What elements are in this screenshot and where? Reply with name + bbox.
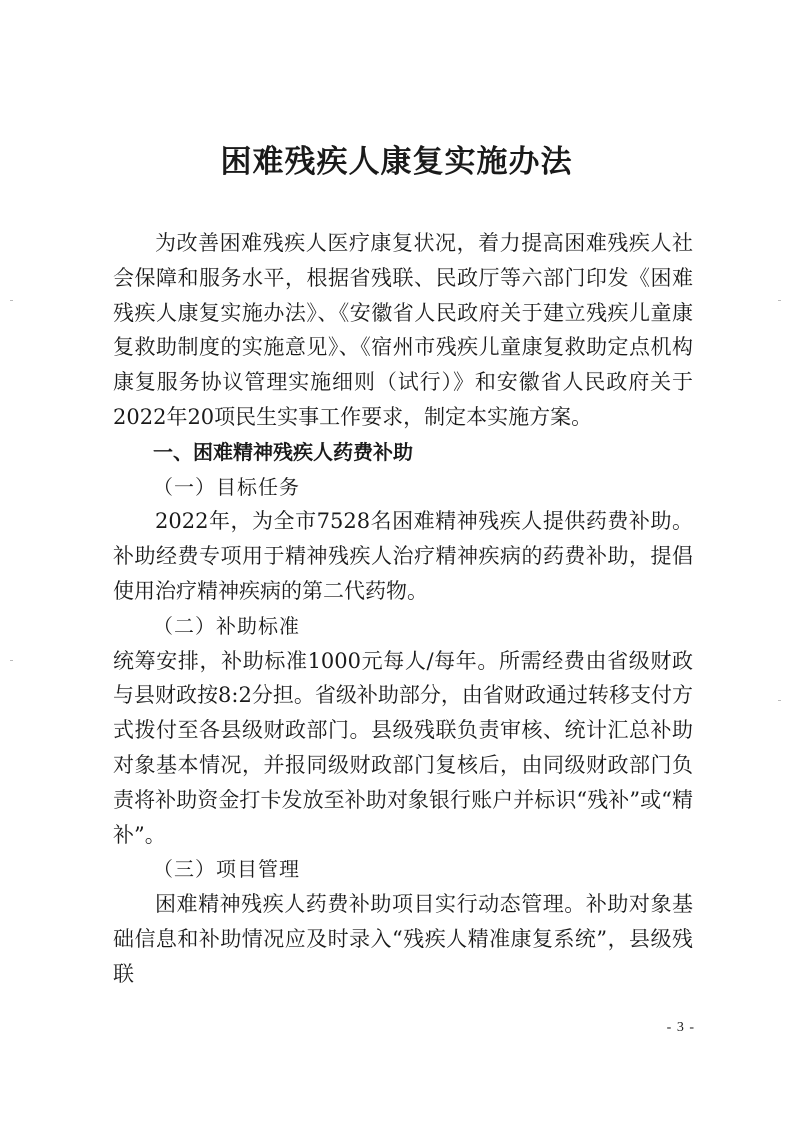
subsection-heading-goals: （一）目标任务 bbox=[153, 474, 300, 499]
document-body bbox=[113, 226, 693, 992]
scan-margin-mark bbox=[778, 300, 781, 301]
page-number: - 3 - bbox=[666, 1020, 695, 1035]
subsection-heading-management: （三）项目管理 bbox=[153, 857, 300, 882]
document-title: 困难残疾人康复实施办法 bbox=[220, 144, 573, 180]
intro-paragraph: 为改善困难残疾人医疗康复状况，着力提高困难残疾人社会保障和服务水平，根据省残联、民政厅等六部门印发《困难残疾人康复实施办法》、《安徽省人民政府关于建立残疾儿童康复救助制度的实施意见》、《宿州市残疾儿童康复救助定点机构康复服务协议管理实施细则（试行）》和安徽省人民政府关于2022年20项民生实事工作要求，制定本实施方案。 bbox=[113, 231, 693, 429]
section-heading: 一、困难精神残疾人药费补助 bbox=[153, 439, 413, 464]
scan-margin-mark bbox=[10, 300, 13, 301]
scan-margin-mark bbox=[778, 700, 781, 701]
subsection-heading-standard: （二）补助标准 bbox=[153, 613, 300, 638]
management-paragraph: 困难精神残疾人药费补助项目实行动态管理。补助对象基础信息和补助情况应及时录入“残疾人精准康复系统”，县级残联 bbox=[113, 892, 693, 986]
standard-paragraph: 统筹安排，补助标准1000元每人/每年。所需经费由省级财政与县财政按8:2分担。省级补助部分，由省财政通过转移支付方式拨付至各县级财政部门。县级残联负责审核、统计汇总补助对象基本情况，并报同级财政部门复核后，由同级财政部门负责将补助资金打卡发放至补助对象银行账户并标识“残补”或“精补”。 bbox=[113, 648, 693, 847]
goals-paragraph: 2022年，为全市7528名困难精神残疾人提供药费补助。补助经费专项用于精神残疾人治疗精神疾病的药费补助，提倡使用治疗精神疾病的第二代药物。 bbox=[113, 509, 693, 603]
scan-margin-mark bbox=[10, 660, 13, 661]
